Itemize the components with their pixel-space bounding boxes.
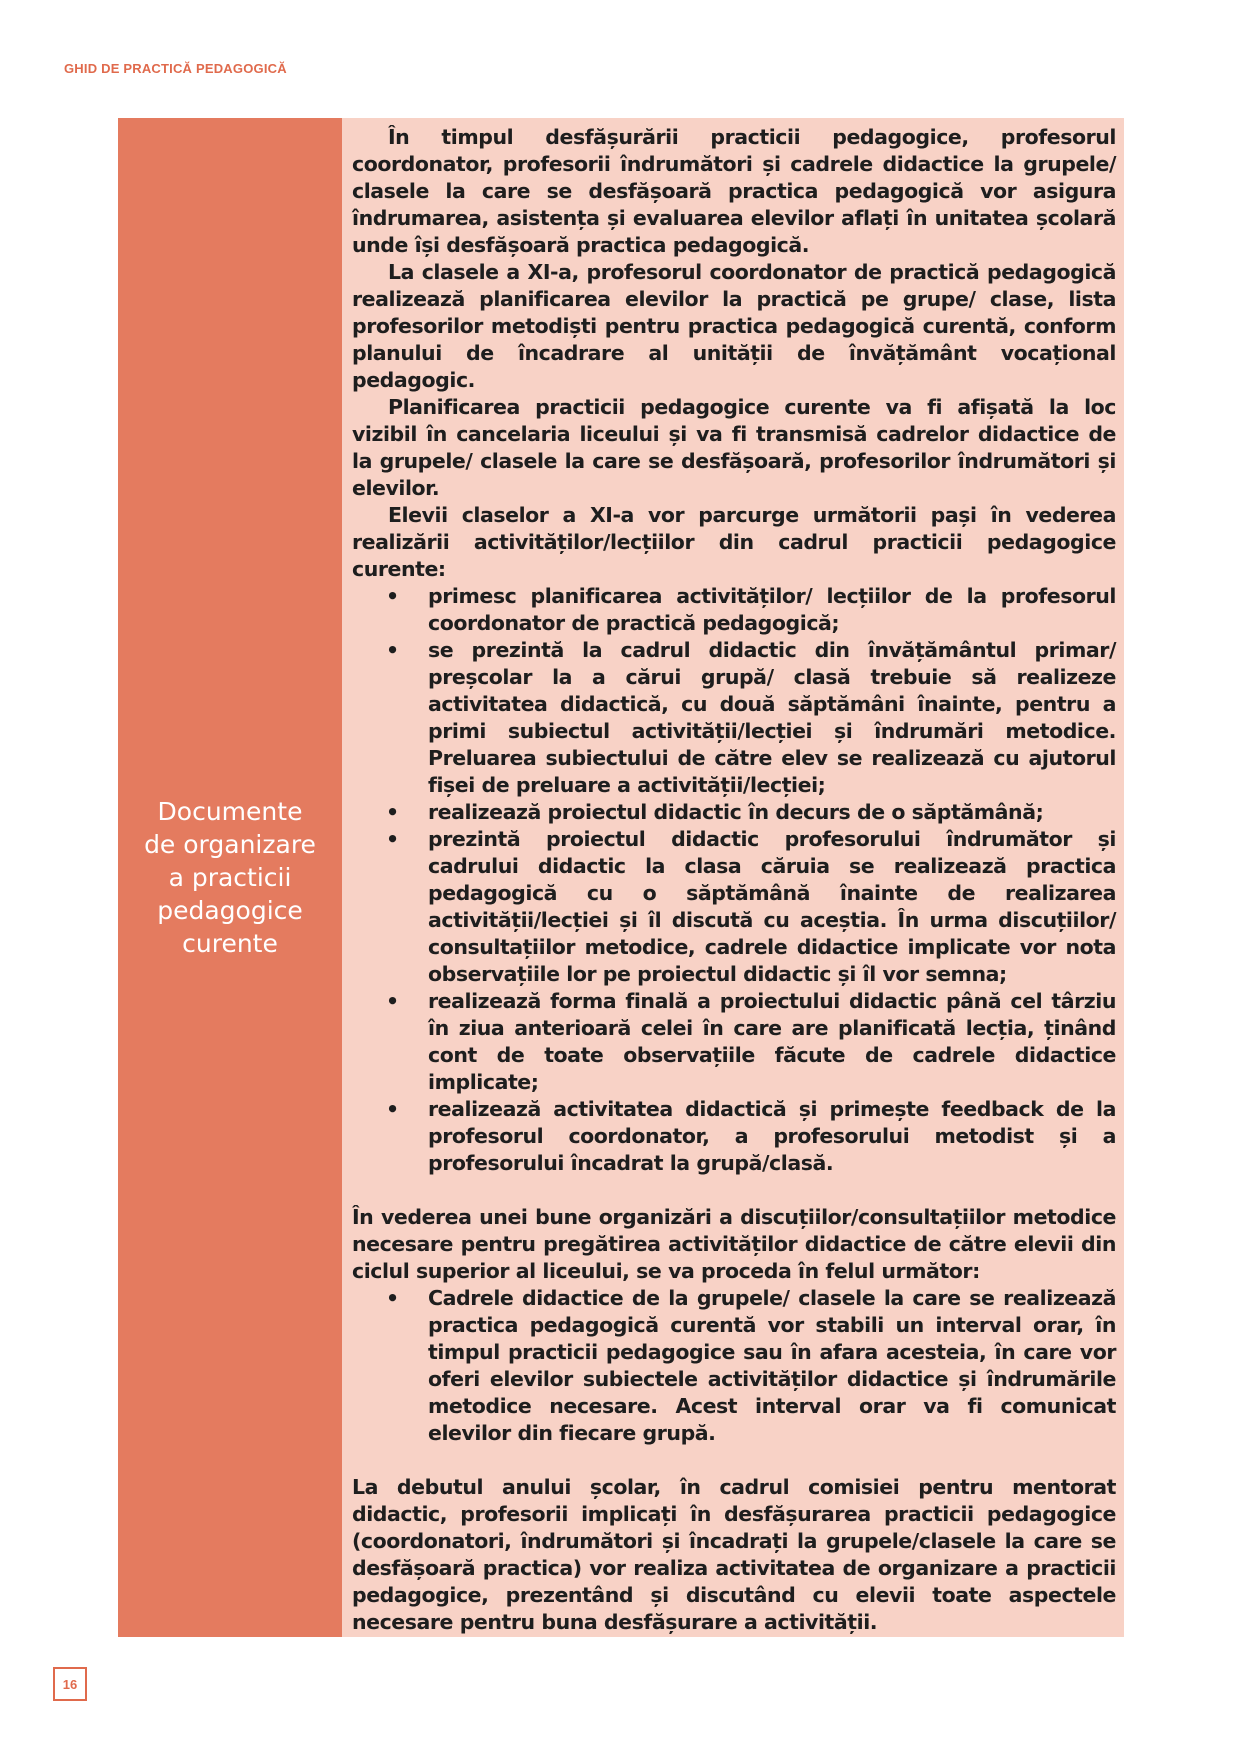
list-item (386, 799, 1116, 826)
list-item-text: primesc planificarea activităților/ lecțiilor de la profesorul coordonator de practică pedagogică; (428, 584, 1116, 635)
bullet-icon: • (386, 638, 399, 662)
closing-paragraph: La debutul anului școlar, în cadrul comisiei pentru mentorat didactic, profesorii implicați în desfășurarea practicii pedagogice (coordonatori, îndrumători și încadrați la grupele/clasele la care se desfășoară practica) vor realiza activitatea de organizare a practicii pedagogice, prezentând și discutând cu elevii toate aspectele necesare pentru buna desfășurare a activității. (352, 1475, 1116, 1634)
list-item (386, 988, 1116, 1096)
organization-intro: În vederea unei bune organizări a discuțiilor/consultațiilor metodice necesare pentru pregătirea activităților didactice de către elevii din ciclul superior al liceului, se va proceda în felul următor: (352, 1205, 1116, 1283)
list-item-text: realizează proiectul didactic în decurs de o săptămână; (428, 800, 1044, 824)
steps-list (352, 583, 1116, 1177)
bullet-icon: • (386, 584, 399, 608)
list-item (386, 583, 1116, 637)
paragraph-4: Elevii claselor a XI-a vor parcurge următorii pași în vederea realizării activităților/lecțiilor din cadrul practicii pedagogice curente: (352, 503, 1116, 581)
list-item-text: se prezintă la cadrul didactic din învățământul primar/ preșcolar la a cărui grupă/ clasă trebuie să realizeze activitatea didactică, cu două săptămâni înainte, pentru a primi subiectul activității/lecției și îndrumări metodice. Preluarea subiectului de către elev se realizează cu ajutorul fișei de preluare a activității/lecției; (428, 638, 1116, 797)
list-item-text: realizează activitatea didactică și primește feedback de la profesorul coordonator, a profesorului metodist și a profesorului încadrat la grupă/clasă. (428, 1097, 1116, 1175)
bullet-icon: • (386, 1097, 399, 1121)
list-item (386, 1285, 1116, 1447)
list-item-text: Cadrele didactice de la grupele/ clasele la care se realizează practica pedagogică curentă vor stabili un interval orar, în timpul practicii pedagogice sau în afara acesteia, în care vor oferi elevilor subiectele activităților didactice și îndrumările metodice necesare. Acest interval orar va fi comunicat elevilor din fiecare grupă. (428, 1286, 1116, 1445)
paragraph-2: La clasele a XI-a, profesorul coordonator de practică pedagogică realizează planificarea elevilor la practică pe grupe/ clase, lista profesorilor metodiști pentru practica pedagogică curentă, conform planului de încadrare al unității de învățământ vocațional pedagogic. (352, 260, 1116, 392)
spacer (352, 1447, 1116, 1474)
running-header: GHID DE PRACTICĂ PEDAGOGICĂ (64, 61, 287, 76)
paragraph-1: În timpul desfășurării practicii pedagogice, profesorul coordonator, profesorii îndrumători și cadrele didactice la grupele/ clasele la care se desfășoară practica pedagogică vor asigura îndrumarea, asistența și evaluarea elevilor aflați în unitatea școlară unde își desfășoară practica pedagogică. (352, 125, 1116, 257)
bullet-icon: • (386, 1286, 399, 1310)
list-item-text: prezintă proiectul didactic profesorului îndrumător și cadrului didactic la clasa căruia se realizează practica pedagogică cu o săptămână înainte de realizarea activității/lecției și îl discută cu aceștia. În urma discuțiilor/ consultațiilor metodice, cadrele didactice implicate vor nota observațiile lor pe proiectul didactic și îl vor semna; (428, 827, 1116, 986)
section-heading: Documente de organizare a practicii pedagogice curente (144, 797, 316, 958)
right-cell (342, 118, 1124, 1637)
left-cell (118, 118, 342, 1637)
list-item (386, 637, 1116, 799)
list-item (386, 826, 1116, 988)
list-item-text: realizează forma finală a proiectului didactic până cel târziu în ziua anterioară celei în care are planificată lecția, ținând cont de toate observațiile făcute de cadrele didactice implicate; (428, 989, 1116, 1094)
paragraph-3: Planificarea practicii pedagogice curente va fi afișată la loc vizibil în cancelaria liceului și va fi transmisă cadrelor didactice de la grupele/ clasele la care se desfășoară, profesorilor îndrumători și elevilor. (352, 395, 1116, 500)
bullet-icon: • (386, 827, 399, 851)
bullet-icon: • (386, 989, 399, 1013)
spacer (352, 1177, 1116, 1204)
page-number: 16 (53, 1667, 87, 1701)
list-item (386, 1096, 1116, 1177)
content-table (118, 118, 1124, 1637)
bullet-icon: • (386, 800, 399, 824)
organization-list (352, 1285, 1116, 1447)
